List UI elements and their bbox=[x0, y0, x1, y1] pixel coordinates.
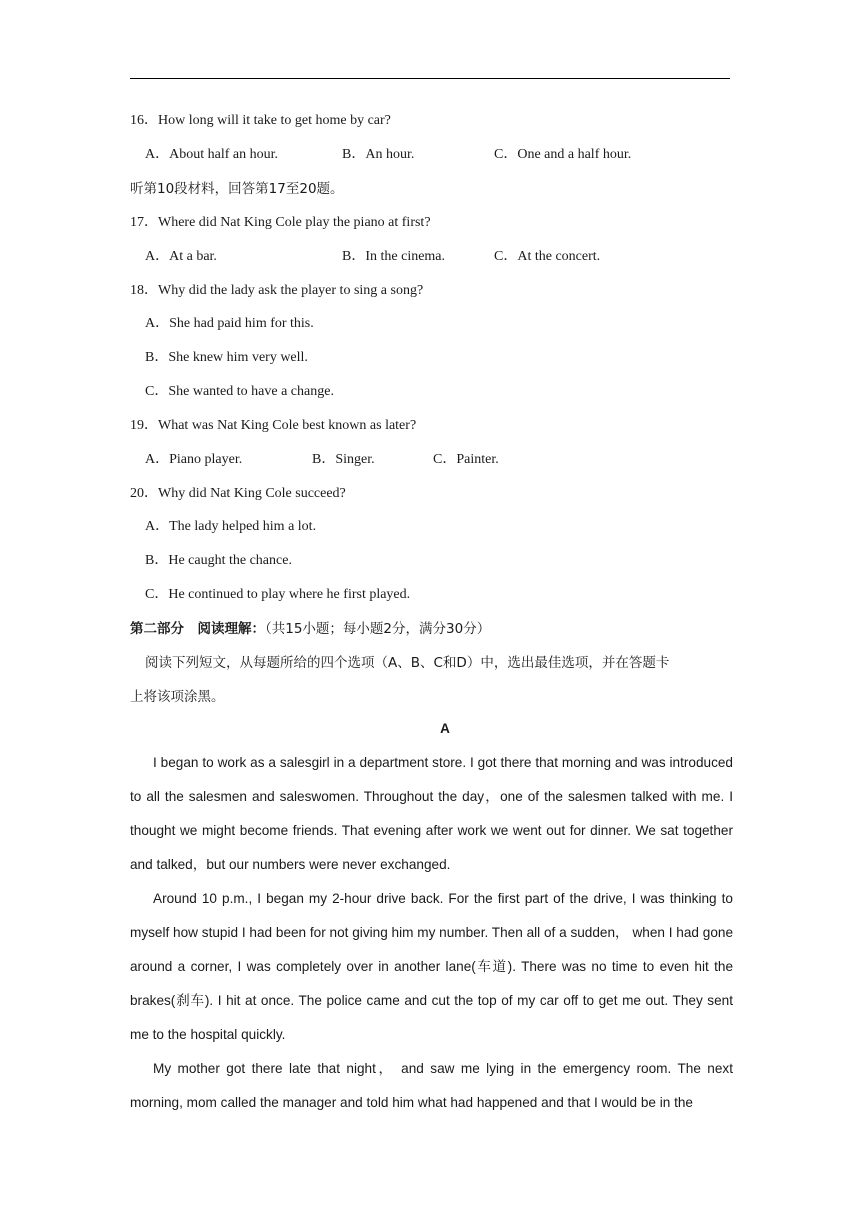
header-rule bbox=[130, 78, 730, 79]
part-2-score-info: （共15小题；每小题2分，满分30分） bbox=[265, 621, 491, 637]
q19-option-a: A．Piano player. bbox=[145, 452, 243, 467]
q18-option-b: B．She knew him very well. bbox=[145, 350, 308, 365]
question-17: 17．Where did Nat King Cole play the piano at first? bbox=[130, 215, 431, 230]
q17-option-c: C．At the concert. bbox=[494, 249, 601, 264]
part-2-heading bbox=[130, 620, 490, 638]
q16-option-a: A．About half an hour. bbox=[145, 147, 278, 162]
passage-paragraph-1: I began to work as a salesgirl in a department store. I got there that morning and was introduced to all the salesmen and saleswomen. Throughout the day，one of the salesmen talked with me. I thought we might become friends. That evening after work we went out for dinner. We sat together and talked，but our numbers were never exchanged. bbox=[130, 755, 733, 872]
q17-option-a: A．At a bar. bbox=[145, 249, 217, 264]
q20-option-b: B．He caught the chance. bbox=[145, 553, 292, 568]
q18-option-a: A．She had paid him for this. bbox=[145, 316, 314, 331]
passage-paragraph-3: My mother got there late that night， and saw me lying in the emergency room. The next morning, mom called the manager and told him what had happened and that I would be in the bbox=[130, 1061, 733, 1110]
q20-option-c: C．He continued to play where he first played. bbox=[145, 587, 411, 602]
part-2-instruction-line-1: 阅读下列短文，从每题所给的四个选项（A、B、C和D）中，选出最佳选项，并在答题卡 bbox=[145, 655, 670, 671]
q19-option-c: C．Painter. bbox=[433, 452, 499, 467]
q19-option-b: B．Singer. bbox=[312, 452, 375, 467]
passage-paragraph-2: Around 10 p.m., I began my 2-hour drive back. For the first part of the drive, I was thinking to myself how stupid I had been for not giving him my number. Then all of a sudden， when I had gone around a corner, I was completely over in another lane(车道). There was no time to even hit the brakes(刹车). I hit at once. The police came and cut the top of my car off to get me out. They sent me to the hospital quickly. bbox=[130, 891, 733, 1042]
part-2-instruction-line-2: 上将该项涂黑。 bbox=[130, 689, 225, 705]
question-19: 19．What was Nat King Cole best known as later? bbox=[130, 418, 417, 433]
q17-option-b: B．In the cinema. bbox=[342, 249, 446, 264]
part-2-title: 第二部分 阅读理解： bbox=[130, 621, 265, 637]
q20-option-a: A．The lady helped him a lot. bbox=[145, 519, 317, 534]
passage-letter: A bbox=[440, 721, 450, 736]
passage-body bbox=[130, 746, 733, 1120]
question-20: 20．Why did Nat King Cole succeed? bbox=[130, 486, 346, 501]
section-10-heading: 听第10段材料，回答第17至20题。 bbox=[130, 181, 344, 197]
q16-option-c: C．One and a half hour. bbox=[494, 147, 632, 162]
question-16: 16．How long will it take to get home by car? bbox=[130, 113, 391, 128]
question-18: 18．Why did the lady ask the player to sing a song? bbox=[130, 283, 424, 298]
q18-option-c: C．She wanted to have a change. bbox=[145, 384, 334, 399]
q16-option-b: B．An hour. bbox=[342, 147, 415, 162]
